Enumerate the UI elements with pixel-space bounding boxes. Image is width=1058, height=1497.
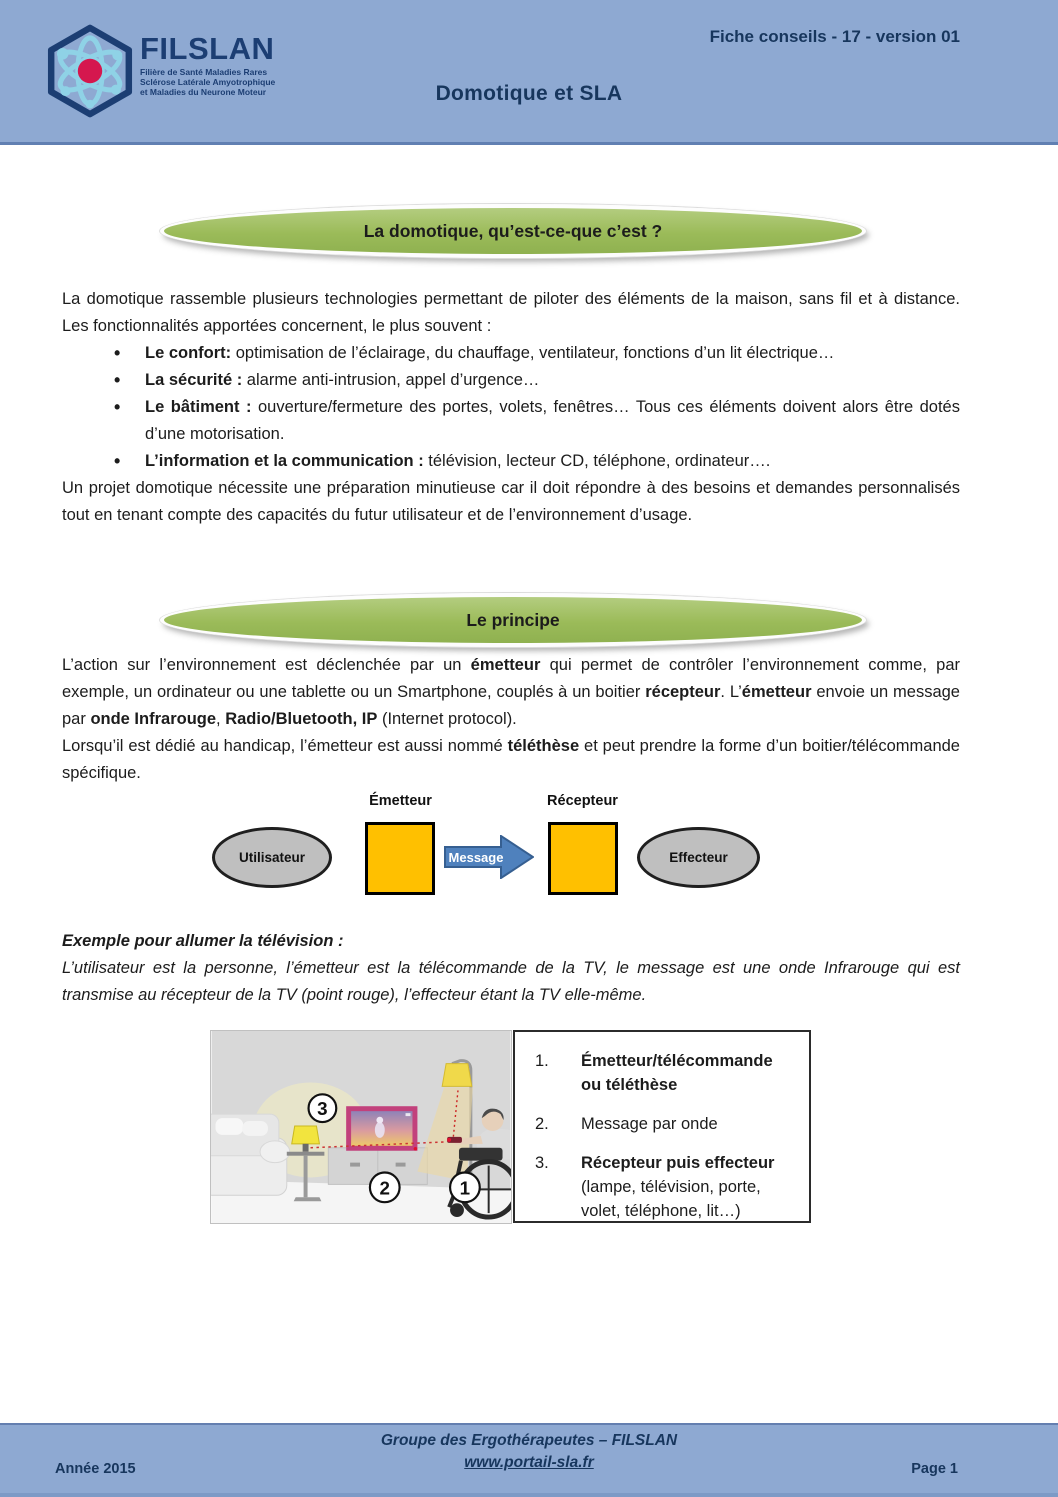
section-heading-domotique: La domotique, qu’est-ce-que c’est ? (160, 204, 866, 258)
legend-item-3-text: Récepteur puis effecteur (lampe, télévision, porte, volet, téléphone, lit…) (581, 1154, 775, 1220)
footer-group-name: Groupe des Ergothérapeutes – FILSLAN (380, 1432, 678, 1449)
callout-1 (450, 1173, 480, 1203)
page-header (0, 0, 1058, 145)
emitter-label: Émetteur (369, 793, 432, 809)
footer-page-number: Page 1 (911, 1461, 958, 1477)
legend-item-2-text: Message par onde (581, 1115, 718, 1133)
example-block (62, 928, 960, 1009)
page-footer (0, 1423, 1058, 1497)
callout-3-label: 3 (317, 1098, 328, 1120)
callout-2-label: 2 (379, 1177, 390, 1199)
sofa-shape (211, 1114, 290, 1195)
emitter-receiver-diagram (0, 793, 1058, 911)
logo-tagline-line: Filière de Santé Maladies Rares (140, 67, 268, 77)
page-title: Domotique et SLA (435, 82, 623, 105)
tv-example-figure (210, 1030, 814, 1226)
feature-bullet-list (62, 340, 960, 475)
principe-paragraph-2: Lorsqu’il est dédié au handicap, l’émetteur est aussi nommé téléthèse et peut prendre la forme d’un boitier/télécommande spécifique. (62, 737, 960, 782)
bullet-securite: • La sécurité : alarme anti-intrusion, appel d’urgence… (62, 367, 960, 394)
logo-tagline-line: et Maladies du Neurone Moteur (140, 87, 267, 97)
callout-2 (370, 1173, 400, 1203)
receiver-label: Récepteur (547, 793, 618, 809)
logo-tagline-line: Sclérose Latérale Amyotrophique (140, 77, 276, 87)
bullet-information: • L’information et la communication : télévision, lecteur CD, téléphone, ordinateur…. (62, 448, 960, 475)
example-body: L’utilisateur est la personne, l’émetteur est la télécommande de la TV, le message est une onde Infrarouge qui est transmise au récepteur de la TV (point rouge), l’effecteur étant la TV elle-même. (62, 959, 960, 1004)
callout-3 (309, 1094, 337, 1122)
bullet-batiment: • Le bâtiment : ouverture/fermeture des portes, volets, fenêtres… Tous ces éléments doivent alors être dotés d’une motorisation. (62, 394, 960, 448)
legend-item-3-number: 3. (535, 1154, 549, 1172)
intro-paragraph-1: La domotique rassemble plusieurs technologies permettant de piloter des éléments de la maison, sans fil et à distance. Les fonctionnalités apportées concernent, le plus souvent : (62, 290, 960, 335)
filslan-atom-icon (44, 10, 136, 137)
message-arrow-icon (444, 835, 534, 884)
emitter-box (365, 822, 435, 895)
user-ellipse: Utilisateur (212, 827, 332, 888)
intro-text (62, 286, 960, 529)
section-heading-principe: Le principe (160, 593, 866, 647)
bullet-confort: • Le confort: optimisation de l’éclairage, du chauffage, ventilateur, fonctions d’un lit électrique… (62, 340, 960, 367)
legend-item-2 (535, 1112, 797, 1136)
legend-item-3 (535, 1151, 797, 1223)
legend-item-1-number: 1. (535, 1052, 549, 1070)
logo-wordmark: FILSLAN (140, 31, 275, 66)
example-title: Exemple pour allumer la télévision : (62, 932, 344, 950)
living-room-illustration (210, 1030, 512, 1224)
footer-website-link[interactable]: www.portail-sla.fr (464, 1454, 594, 1471)
footer-year: Année 2015 (55, 1461, 136, 1477)
callout-1-label: 1 (459, 1177, 471, 1199)
effector-ellipse: Effecteur (637, 827, 760, 888)
legend-item-1 (535, 1049, 797, 1097)
figure-legend-box (513, 1030, 811, 1223)
filslan-logo (44, 10, 275, 137)
principe-text (62, 652, 960, 787)
legend-item-2-number: 2. (535, 1115, 549, 1133)
footer-center (0, 1432, 1058, 1472)
message-arrow-label: Message (448, 850, 504, 865)
fiche-version-label: Fiche conseils - 17 - version 01 (709, 27, 960, 46)
principe-paragraph-1: L’action sur l’environnement est déclenchée par un émetteur qui permet de contrôler l’environnement comme, par exemple, un ordinateur ou une tablette ou un Smartphone, couplés à un boitier récepteur. L’émetteur envoie un message par onde Infrarouge, Radio/Bluetooth, IP (Internet protocol). (62, 656, 960, 728)
intro-paragraph-2: Un projet domotique nécessite une préparation minutieuse car il doit répondre à des besoins et demandes personnalisés tout en tenant compte des capacités du futur utilisateur et de l’environnement d’usage. (62, 479, 960, 524)
legend-item-1-text: Émetteur/télécommande ou téléthèse (581, 1052, 773, 1094)
receiver-box (548, 822, 618, 895)
